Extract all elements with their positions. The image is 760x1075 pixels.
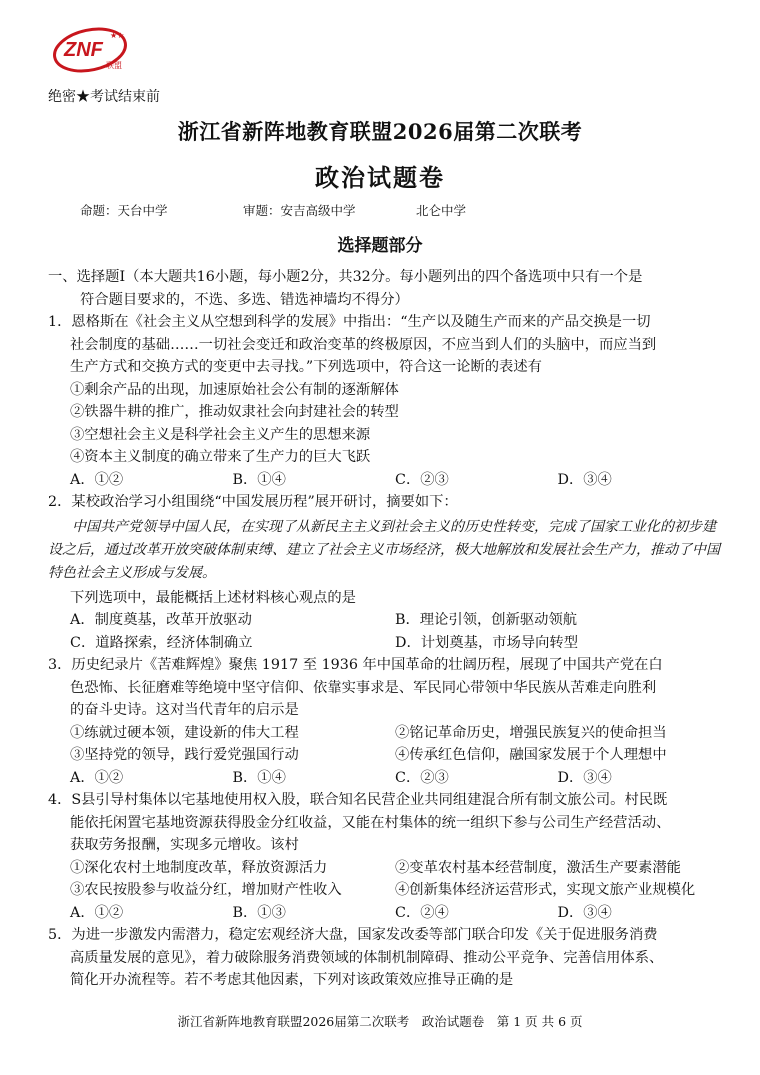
question-5	[48, 924, 720, 992]
instructions-line-1: 一、选择题Ⅰ（本大题共16小题，每小题2分，共32分。每小题列出的四个备选项中只有一个是	[48, 269, 643, 285]
q5-stem-line-2: 高质量发展的意见》，着力破除服务消费领域的体制机制障碍、推动公平竞争、完善信用体系、	[70, 949, 664, 966]
q1-options	[48, 469, 720, 492]
question-1	[48, 311, 720, 491]
page-footer: 浙江省新阵地教育联盟2026届第二次联考 政治试题卷 第 1 页 共 6 页	[177, 1014, 583, 1029]
q3-statements-row-1	[48, 722, 720, 745]
q3-statements-row-2	[48, 744, 720, 767]
option-a[interactable]: A．制度奠基，改革开放驱动	[70, 612, 252, 628]
svg-text:★★: ★★	[110, 31, 125, 40]
section-title: 选择题部分	[337, 236, 423, 256]
q4-statement-1: ①深化农村土地制度改革，释放资源活力	[70, 859, 328, 876]
q4-statement-3: ③农民按股参与收益分红，增加财产性收入	[70, 882, 342, 898]
q2-options-row-1	[48, 609, 720, 632]
q5-stem-line-1: 5．为进一步激发内需潜力，稳定宏观经济大盘，国家发改委等部门联合印发《关于促进服务消费	[48, 927, 658, 943]
q3-stem-line-3: 的奋斗史诗。这对当代青年的启示是	[70, 702, 299, 718]
q4-stem-line-1: 4．S县引导村集体以宅基地使用权入股，联合知名民营企业共同组建混合所有制文旅公司。村民既	[48, 792, 668, 808]
q1-statement-4: ④资本主义制度的确立带来了生产力的巨大飞跃	[70, 449, 371, 465]
q1-stem-line-1: 1．恩格斯在《社会主义从空想到科学的发展》中指出：“生产以及随生产而来的产品交换是一切	[48, 314, 651, 330]
q4-statements-row-2	[48, 879, 720, 902]
svg-text:ZNF: ZNF	[64, 39, 103, 61]
q4-statement-2: ②变革农村基本经营制度，激活生产要素潜能	[395, 859, 681, 876]
option-c[interactable]: C．②③	[395, 769, 449, 786]
option-d[interactable]: D．③④	[557, 769, 612, 786]
q2-prompt: 下列选项中，最能概括上述材料核心观点的是	[70, 589, 356, 606]
option-c[interactable]: C．道路探索，经济体制确立	[70, 634, 253, 651]
q3-statement-4: ④传承红色信仰，融国家发展于个人理想中	[395, 747, 667, 763]
q3-stem-line-2: 色恐怖、长征磨难等绝境中坚守信仰、依靠实事求是、军民同心带领中华民族从苦难走向胜利	[70, 679, 657, 696]
option-d[interactable]: D．③④	[557, 471, 612, 488]
q1-statement-3: ③空想社会主义是科学社会主义产生的思想来源	[70, 426, 371, 443]
instructions-line-2: 符合题目要求的，不选、多选、错选神墙均不得分）	[80, 291, 409, 308]
q3-statement-3: ③坚持党的领导，践行爱党强国行动	[70, 747, 299, 763]
question-2	[48, 491, 720, 654]
question-4	[48, 789, 720, 924]
reviewer: 审题：安吉高级中学	[243, 203, 356, 218]
q3-options	[48, 767, 720, 790]
setter: 命题：天台中学	[80, 203, 168, 218]
q2-material: 中国共产党领导中国人民，在实现了从新民主主义到社会主义的历史性转变，完成了国家工业化的初步建设之后，通过改革开放突破体制束缚、建立了社会主义市场经济，极大地解放和发展社会生产力，推动了中国特色社会主义形成与发展。	[48, 518, 720, 581]
exam-title: 浙江省新阵地教育联盟2026届第二次联考	[177, 119, 583, 144]
option-d[interactable]: D．计划奠基，市场导向转型	[395, 634, 579, 651]
svg-text:联盟: 联盟	[106, 61, 122, 70]
q1-statement-2: ②铁器牛耕的推广，推动奴隶社会向封建社会的转型	[70, 404, 399, 420]
option-a[interactable]: A．①②	[70, 904, 124, 921]
option-b[interactable]: B．理论引领，创新驱动领航	[395, 612, 578, 628]
question-content	[48, 266, 720, 992]
instructions	[48, 266, 720, 311]
confidential-label: 绝密★考试结束前	[48, 89, 160, 105]
q4-stem-line-3: 获取劳务报酬，实现多元增收。该村	[70, 837, 299, 853]
znf-logo	[50, 24, 132, 76]
q3-stem-line-1: 3．历史纪录片《苦难辉煌》聚焦 1917 至 1936 年中国革命的壮阔历程，展现了中国共产党在白	[48, 657, 663, 673]
option-a[interactable]: A．①②	[70, 769, 124, 786]
q1-statement-1: ①剩余产品的出现，加速原始社会公有制的逐渐解体	[70, 381, 399, 398]
q1-stem-line-2: 社会制度的基础……一切社会变迁和政治变革的终极原因，不应当到人们的头脑中，而应当到	[70, 336, 657, 353]
option-d[interactable]: D．③④	[557, 904, 612, 921]
q2-options-row-2	[48, 632, 720, 655]
option-a[interactable]: A．①②	[70, 471, 124, 488]
q4-options	[48, 902, 720, 925]
option-b[interactable]: B．①③	[232, 904, 286, 921]
option-b[interactable]: B．①④	[232, 471, 286, 488]
q3-statement-2: ②铭记革命历史，增强民族复兴的使命担当	[395, 724, 667, 741]
reviewer-2: 北仑中学	[416, 203, 467, 218]
option-b[interactable]: B．①④	[232, 769, 286, 786]
question-3	[48, 654, 720, 789]
option-c[interactable]: C．②③	[395, 471, 449, 488]
q5-stem-line-3: 简化开办流程等。若不考虑其他因素，下列对该政策效应推导正确的是	[70, 972, 514, 988]
q1-stem-line-3: 生产方式和交换方式的变更中去寻找。”下列选项中，符合这一论断的表述有	[70, 359, 542, 375]
q4-statement-4: ④创新集体经济运营形式，实现文旅产业规模化	[395, 882, 696, 898]
option-c[interactable]: C．②④	[395, 904, 449, 921]
q2-stem: 2．某校政治学习小组围绕“中国发展历程”展开研讨，摘要如下：	[48, 494, 458, 510]
q4-stem-line-2: 能依托闲置宅基地资源获得股金分红收益，又能在村集体的统一组织下参与公司生产经营活动、	[70, 814, 671, 831]
q3-statement-1: ①练就过硬本领，建设新的伟大工程	[70, 724, 299, 741]
exam-subtitle: 政治试题卷	[315, 163, 445, 192]
q4-statements-row-1	[48, 857, 720, 880]
